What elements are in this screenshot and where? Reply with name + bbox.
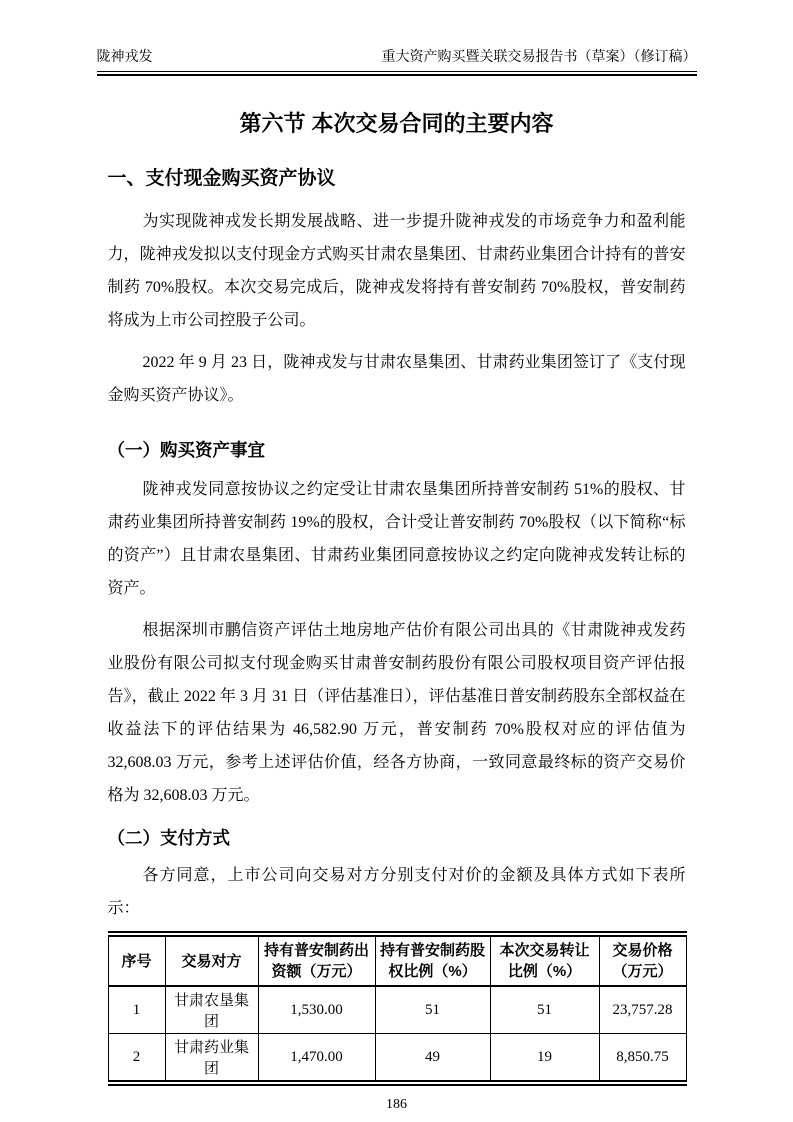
col-header-counterparty: 交易对方: [165, 934, 258, 986]
cell-transfer-ratio: 19: [490, 1034, 599, 1084]
payment-table: [108, 931, 687, 1086]
header-rule: [97, 71, 697, 76]
cell-counterparty: 甘肃药业集团: [165, 1034, 258, 1084]
cell-equity-ratio: 49: [375, 1034, 490, 1084]
paragraph-payment-intro: 各方同意，上市公司向交易对方分别支付对价的金额及具体方式如下表所示：: [107, 867, 686, 917]
paragraph-signing-date: 2022 年 9 月 23 日，陇神戎发与甘肃农垦集团、甘肃药业集团签订了《支付现金购买资产协议》。: [107, 354, 686, 404]
col-header-index: 序号: [108, 934, 165, 986]
cell-index: 1: [108, 986, 165, 1034]
table-row: [108, 1034, 686, 1084]
cell-capital: 1,530.00: [258, 986, 375, 1034]
paragraph-valuation: 根据深圳市鹏信资产评估土地房地产估价有限公司出具的《甘肃陇神戎发药业股份有限公司拟支付现金购买甘肃普安制药股份有限公司股权项目资产评估报告》，截止 2022 年 3 月 31 日（评估基准日），评估基准日普安制药股东全部权益在收益法下的评估结果为 46,582.90 万元，普安制药 70%股权对应的评估值为 32,608.03 万元，参考上述评估价值，经各方协商，一致同意最终标的资产交易价格为 32,608.03 万元。: [107, 622, 686, 804]
page-content: [97, 166, 697, 1086]
cell-price: 8,850.75: [599, 1034, 686, 1084]
header-left-text: 陇神戎发: [96, 50, 153, 65]
page: [97, 0, 697, 1113]
page-title: 第六节 本次交易合同的主要内容: [239, 111, 554, 136]
cell-transfer-ratio: 51: [490, 986, 599, 1034]
subsection-heading-purchase: （一）购买资产事宜: [107, 440, 265, 460]
table-header-row: [108, 934, 686, 986]
col-header-equity-ratio: 持有普安制药股权比例（%）: [375, 934, 490, 986]
subsection-heading-payment: （二）支付方式: [107, 828, 230, 848]
page-number: 186: [386, 1097, 407, 1112]
table-row: [108, 986, 686, 1034]
running-header: [97, 46, 697, 71]
col-header-capital: 持有普安制药出资额（万元）: [258, 934, 375, 986]
cell-price: 23,757.28: [599, 986, 686, 1034]
cell-counterparty: 甘肃农垦集团: [165, 986, 258, 1034]
paragraph-strategy: 为实现陇神戎发长期发展战略、进一步提升陇神戎发的市场竞争力和盈利能力，陇神戎发拟以支付现金方式购买甘肃农垦集团、甘肃药业集团合计持有的普安制药 70%股权。本次交易完成后，陇神戎发将持有普安制药 70%股权，普安制药将成为上市公司控股子公司。: [107, 213, 686, 329]
header-right-text: 重大资产购买暨关联交易报告书（草案）（修订稿）: [381, 50, 697, 65]
col-header-price: 交易价格（万元）: [599, 934, 686, 986]
col-header-transfer-ratio: 本次交易转让比例（%）: [490, 934, 599, 986]
cell-capital: 1,470.00: [258, 1034, 375, 1084]
paragraph-transfer-terms: 陇神戎发同意按协议之约定受让甘肃农垦集团所持普安制药 51%的股权、甘肃药业集团所持普安制药 19%的股权，合计受让普安制药 70%股权（以下简称“标的资产”）且甘肃农垦集团、甘肃药业集团同意按协议之约定向陇神戎发转让标的资产。: [107, 481, 686, 597]
section-heading-1: 一、支付现金购买资产协议: [107, 168, 336, 189]
cell-equity-ratio: 51: [375, 986, 490, 1034]
cell-index: 2: [108, 1034, 165, 1084]
